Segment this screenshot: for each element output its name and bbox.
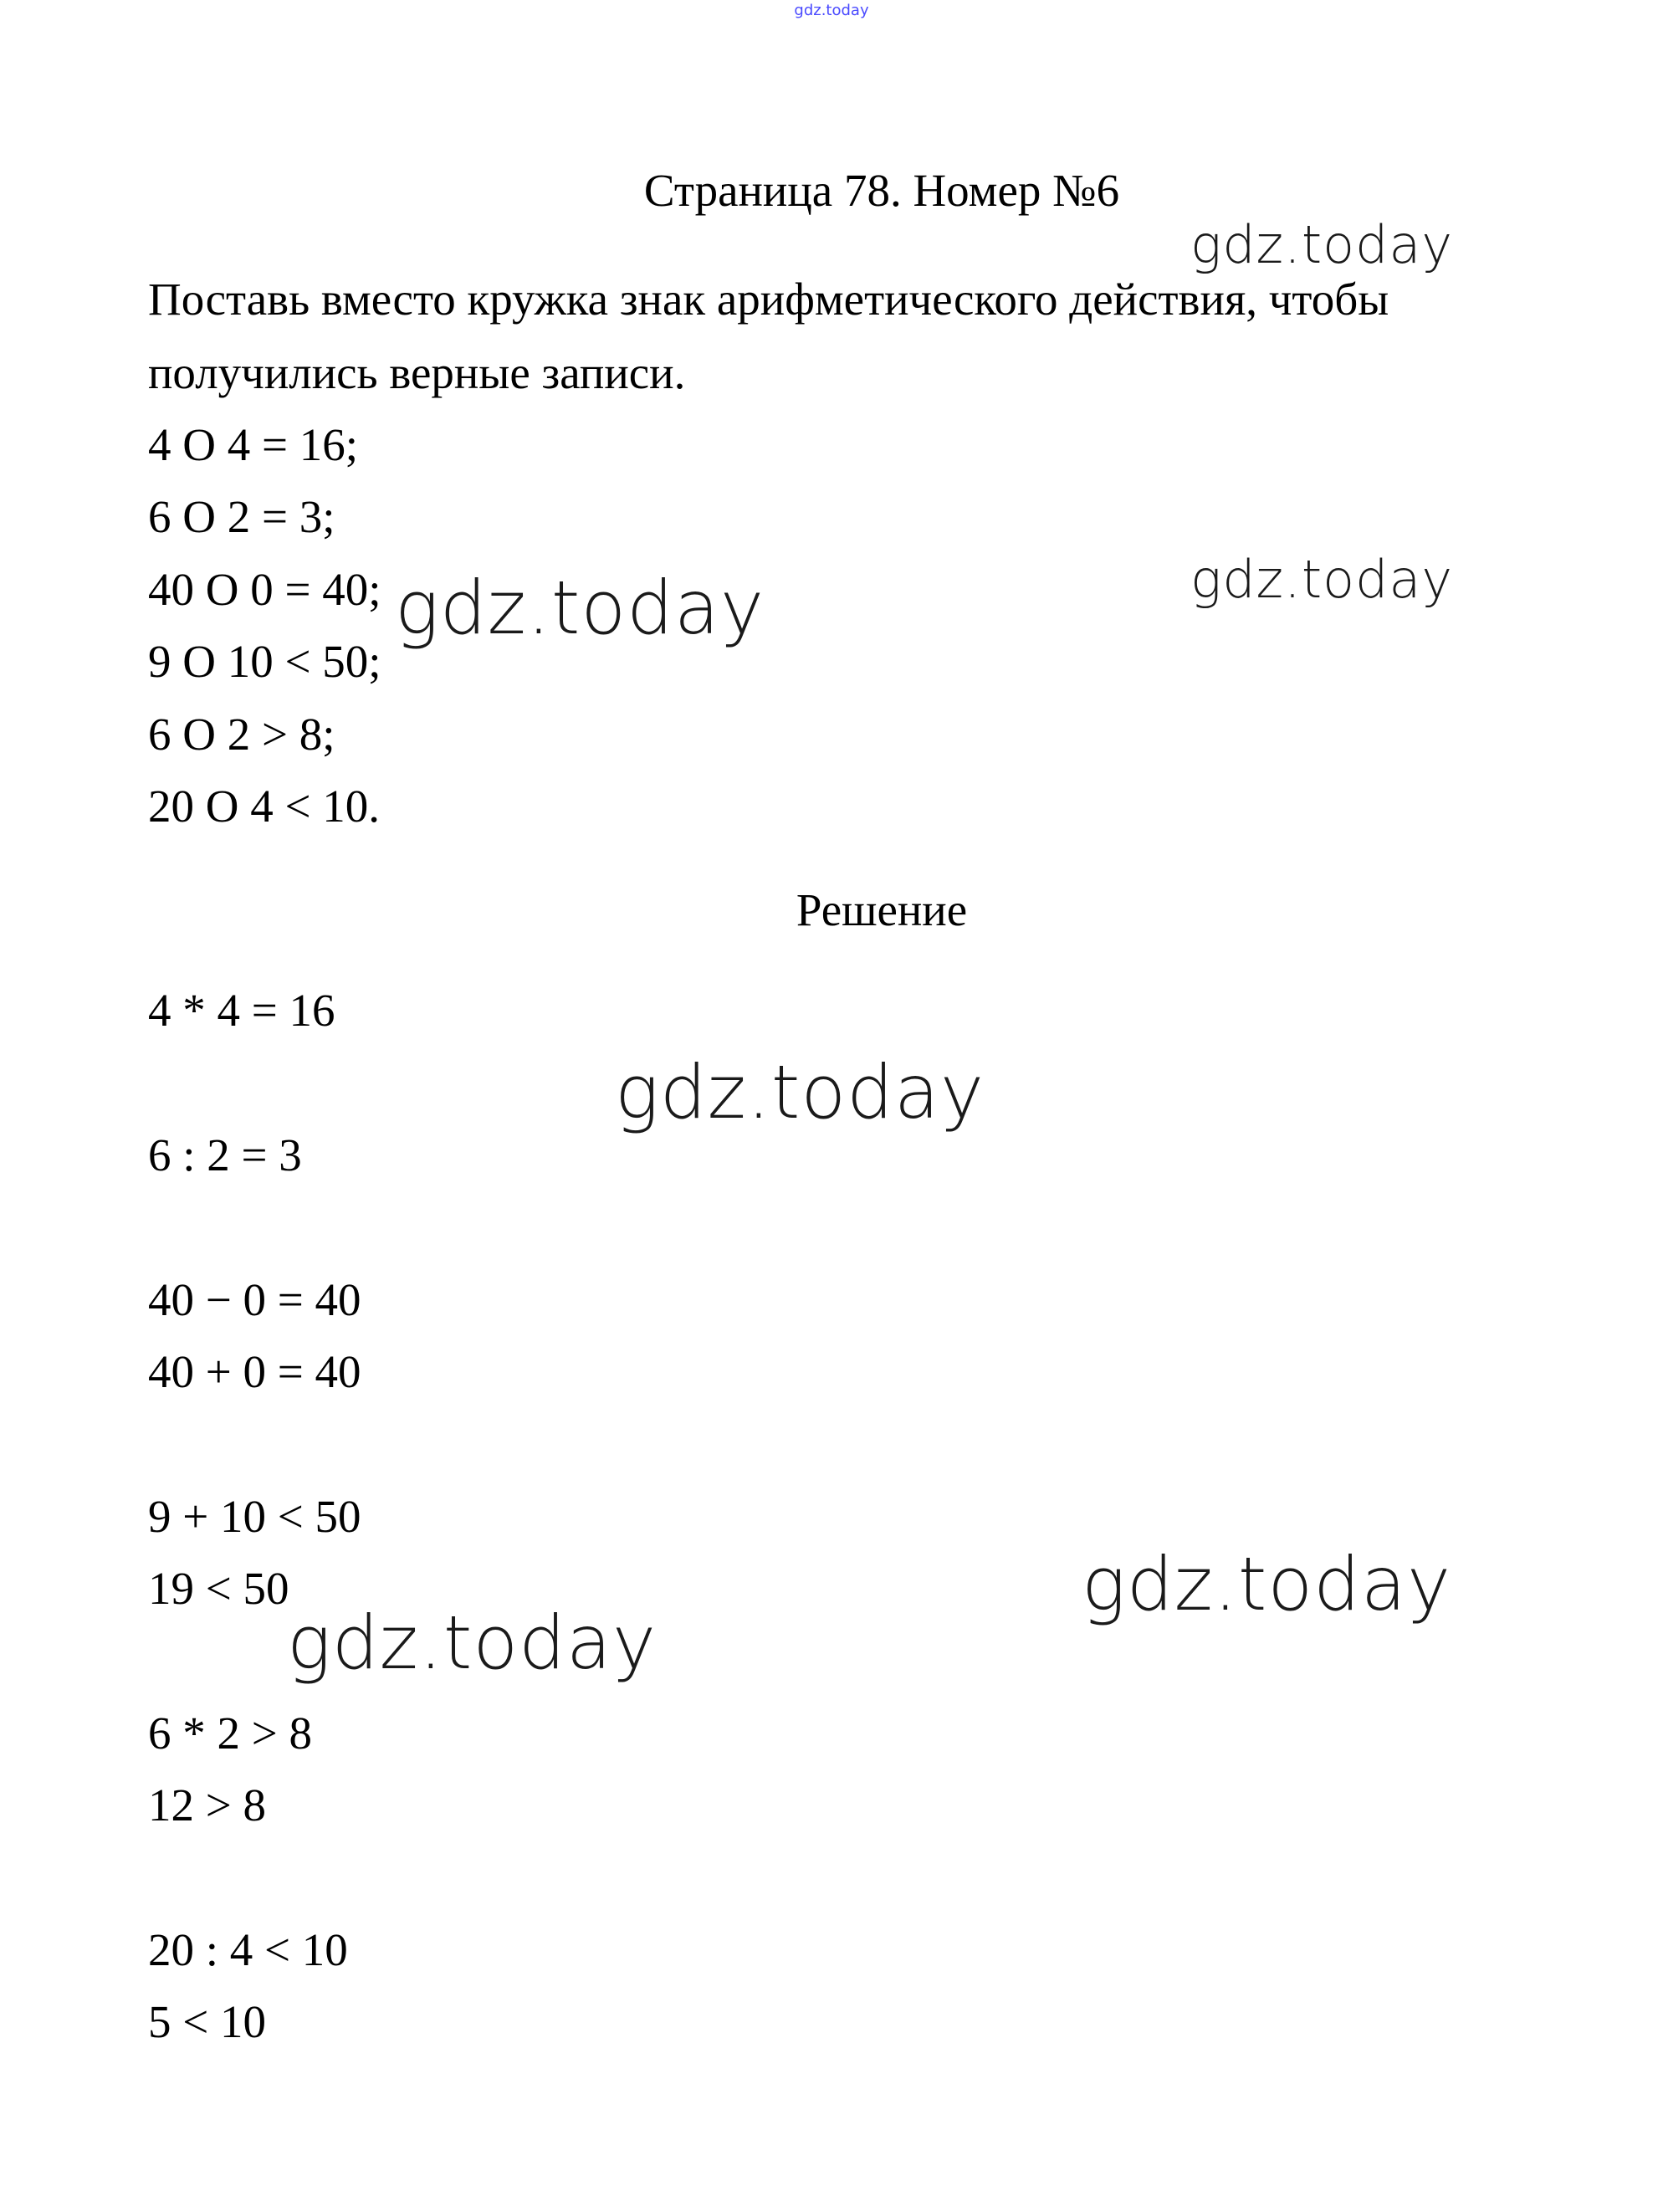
top-watermark: gdz.today: [794, 2, 869, 19]
solution-line-10: 5 < 10: [148, 1996, 267, 2047]
watermark-2: gdz.today: [1190, 549, 1454, 610]
solution-line-3: 40 − 0 = 40: [148, 1274, 361, 1325]
task-text-line-1: Поставь вместо кружка знак арифметического действия, чтобы: [148, 274, 1389, 325]
solution-line-7: 6 * 2 > 8: [148, 1708, 313, 1759]
solution-line-8: 12 > 8: [148, 1779, 267, 1831]
task-item-5: 6 O 2 > 8;: [148, 709, 335, 760]
page-title: Страница 78. Номер №6: [643, 165, 1120, 216]
task-item-4: 9 O 10 < 50;: [148, 636, 381, 687]
watermark-5: gdz.today: [1082, 1541, 1452, 1627]
watermark-6: gdz.today: [287, 1600, 658, 1686]
solution-line-2: 6 : 2 = 3: [148, 1129, 302, 1180]
solution-line-4: 40 + 0 = 40: [148, 1346, 361, 1397]
task-text-line-2: получились верные записи.: [148, 347, 686, 398]
watermark-1: gdz.today: [1190, 214, 1454, 275]
task-item-6: 20 O 4 < 10.: [148, 781, 380, 832]
solution-line-6: 19 < 50: [148, 1563, 289, 1614]
watermark-3: gdz.today: [395, 565, 765, 651]
solution-line-5: 9 + 10 < 50: [148, 1491, 361, 1542]
task-item-1: 4 O 4 = 16;: [148, 419, 359, 470]
task-item-3: 40 O 0 = 40;: [148, 564, 381, 615]
solution-line-9: 20 : 4 < 10: [148, 1924, 348, 1975]
solution-heading: Решение: [796, 884, 968, 935]
solution-line-1: 4 * 4 = 16: [148, 985, 335, 1036]
watermark-4: gdz.today: [615, 1049, 985, 1135]
task-item-2: 6 O 2 = 3;: [148, 491, 335, 542]
